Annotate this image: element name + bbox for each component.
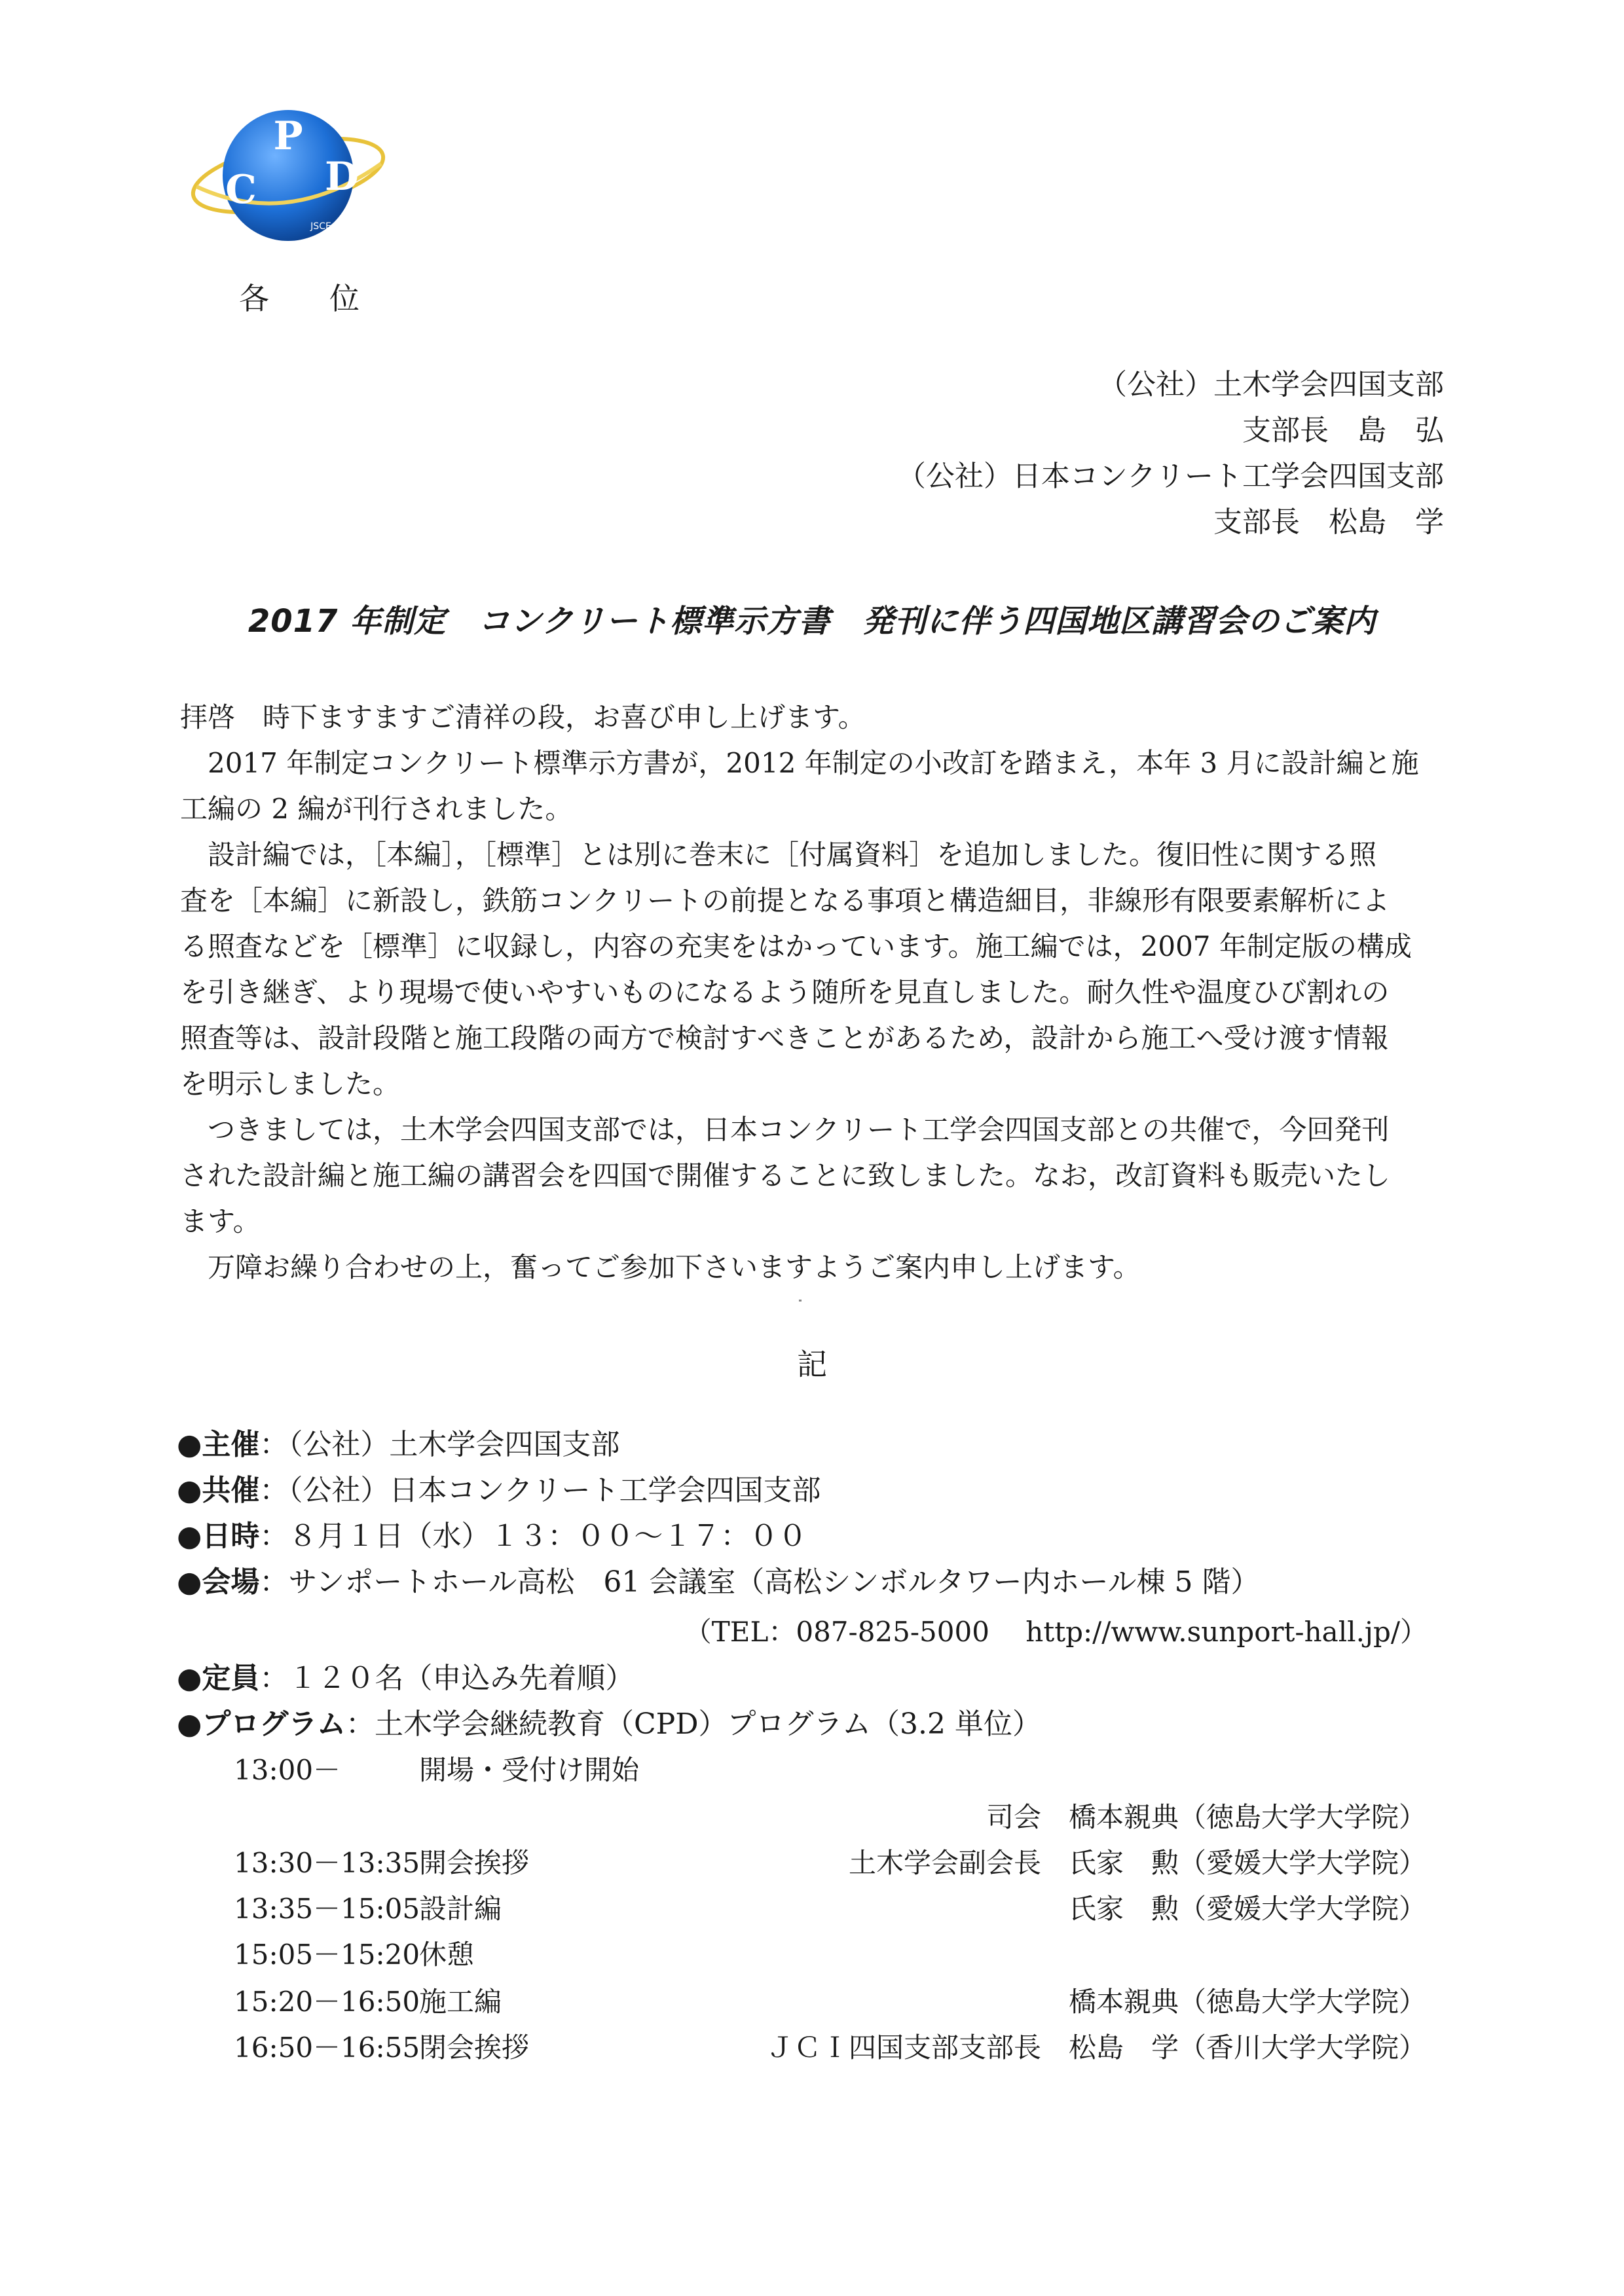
venue-contact: （TEL：087-825-5000 http://www.sunport-hall.jp/） xyxy=(684,1616,1428,1648)
program-event: 閉会挨拶 xyxy=(419,2032,530,2064)
detail-co-organizer xyxy=(177,1476,821,1505)
program-speaker: 橋本親典（徳島大学大学院） xyxy=(1068,1986,1426,2018)
body-line: る照査などを［標準］に収録し，内容の充実をはかっています。施工編では，2007 年制定版の構成 xyxy=(180,930,1412,962)
detail-organizer xyxy=(177,1430,619,1459)
detail-datetime xyxy=(177,1522,807,1551)
sender-org-1: （公社）土木学会四国支部 xyxy=(1098,368,1444,401)
detail-label: ●定員 xyxy=(177,1662,260,1695)
detail-label: ●プログラム xyxy=(177,1707,346,1741)
detail-program xyxy=(177,1707,1042,1741)
detail-value: ：土木学会継続教育（CPD）プログラム（3.2 単位） xyxy=(345,1707,1042,1741)
logo-letter-p: P xyxy=(273,113,303,159)
program-time: 16:50－16:55 xyxy=(234,2032,420,2064)
program-time: 15:20－16:50 xyxy=(234,1986,420,2018)
sender-org-2: （公社）日本コンクリート工学会四国支部 xyxy=(896,460,1444,493)
program-event: 設計編 xyxy=(419,1893,502,1925)
cpd-globe-icon xyxy=(190,98,386,249)
detail-capacity xyxy=(177,1664,634,1693)
body-line: 2017 年制定コンクリート標準示方書が，2012 年制定の小改訂を踏まえ，本年 3 月に設計編と施 xyxy=(180,747,1419,779)
logo-letter-c: C xyxy=(225,167,257,213)
detail-label: ●会場 xyxy=(177,1565,260,1599)
cpd-logo xyxy=(190,98,386,249)
program-event: 開会挨拶 xyxy=(419,1847,530,1879)
ki-heading: 記 xyxy=(797,1347,827,1382)
program-event: 開場・受付け開始 xyxy=(419,1754,640,1786)
sender-head-2: 支部長 松島 学 xyxy=(1213,505,1444,539)
body-line: 設計編では，［本編］，［標準］とは別に巻末に［付属資料］を追加しました。復旧性に関する照 xyxy=(180,839,1377,871)
program-time: 13:00－ xyxy=(234,1754,341,1786)
body-line: 照査等は、設計段階と施工段階の両方で検討すべきことがあるため，設計から施工へ受け渡す情報 xyxy=(180,1022,1389,1054)
document-title: 2017 年制定 コンクリート標準示方書 発刊に伴う四国地区講習会のご案内 xyxy=(248,603,1376,640)
detail-label: ●日時 xyxy=(177,1520,260,1553)
salutation: 各 位 xyxy=(239,281,375,316)
program-event: 施工編 xyxy=(419,1986,502,2018)
program-speaker: ＪＣＩ四国支部支部長 松島 学（香川大学大学院） xyxy=(766,2032,1426,2064)
program-speaker: 氏家 勲（愛媛大学大学院） xyxy=(1068,1893,1426,1925)
logo-subtext: JSCE xyxy=(310,221,331,232)
program-event: 休憩 xyxy=(419,1939,475,1971)
program-time: 15:05－15:20 xyxy=(234,1939,420,1971)
body-line: を明示しました。 xyxy=(180,1068,401,1100)
detail-value: ：１２０名（申込み先着順） xyxy=(259,1662,635,1695)
logo-letter-d: D xyxy=(324,154,360,200)
body-line: 工編の 2 編が刊行されました。 xyxy=(180,793,573,825)
program-speaker: 土木学会副会長 氏家 勲（愛媛大学大学院） xyxy=(848,1847,1426,1879)
program-time: 13:30－13:35 xyxy=(234,1847,420,1879)
detail-value: ：サンポートホール高松 61 会議室（高松シンボルタワー内ホール棟 5 階） xyxy=(259,1565,1260,1599)
sender-head-1: 支部長 島 弘 xyxy=(1242,414,1444,447)
detail-value: ：（公社）土木学会四国支部 xyxy=(259,1428,620,1461)
body-line: を引き継ぎ、より現場で使いやすいものになるよう随所を見直しました。耐久性や温度ひび割れの xyxy=(180,976,1390,1008)
detail-label: ●共催 xyxy=(177,1474,260,1507)
detail-value: ：（公社）日本コンクリート工学会四国支部 xyxy=(259,1474,821,1507)
program-time: 13:35－15:05 xyxy=(234,1893,420,1925)
body-line: 万障お繰り合わせの上，奮ってご参加下さいますようご案内申し上げます。 xyxy=(180,1251,1141,1283)
body-line: ます。 xyxy=(180,1205,261,1237)
scan-speck xyxy=(799,1300,802,1302)
body-line: 拝啓 時下ますますご清祥の段，お喜び申し上げます。 xyxy=(180,701,866,733)
program-speaker: 司会 橋本親典（徳島大学大学院） xyxy=(986,1801,1426,1833)
body-line: つきましては，土木学会四国支部では，日本コンクリート工学会四国支部との共催で，今回発刊 xyxy=(180,1114,1390,1146)
body-line: された設計編と施工編の講習会を四国で開催することに致しました。なお，改訂資料も販売いたし xyxy=(180,1159,1391,1192)
detail-value: ：８月１日（水）１３：００～１７：００ xyxy=(259,1520,807,1553)
detail-label: ●主催 xyxy=(177,1428,260,1461)
body-line: 査を［本編］に新設し，鉄筋コンクリートの前提となる事項と構造細目，非線形有限要素解析によ xyxy=(180,884,1390,917)
detail-venue xyxy=(177,1565,1260,1599)
